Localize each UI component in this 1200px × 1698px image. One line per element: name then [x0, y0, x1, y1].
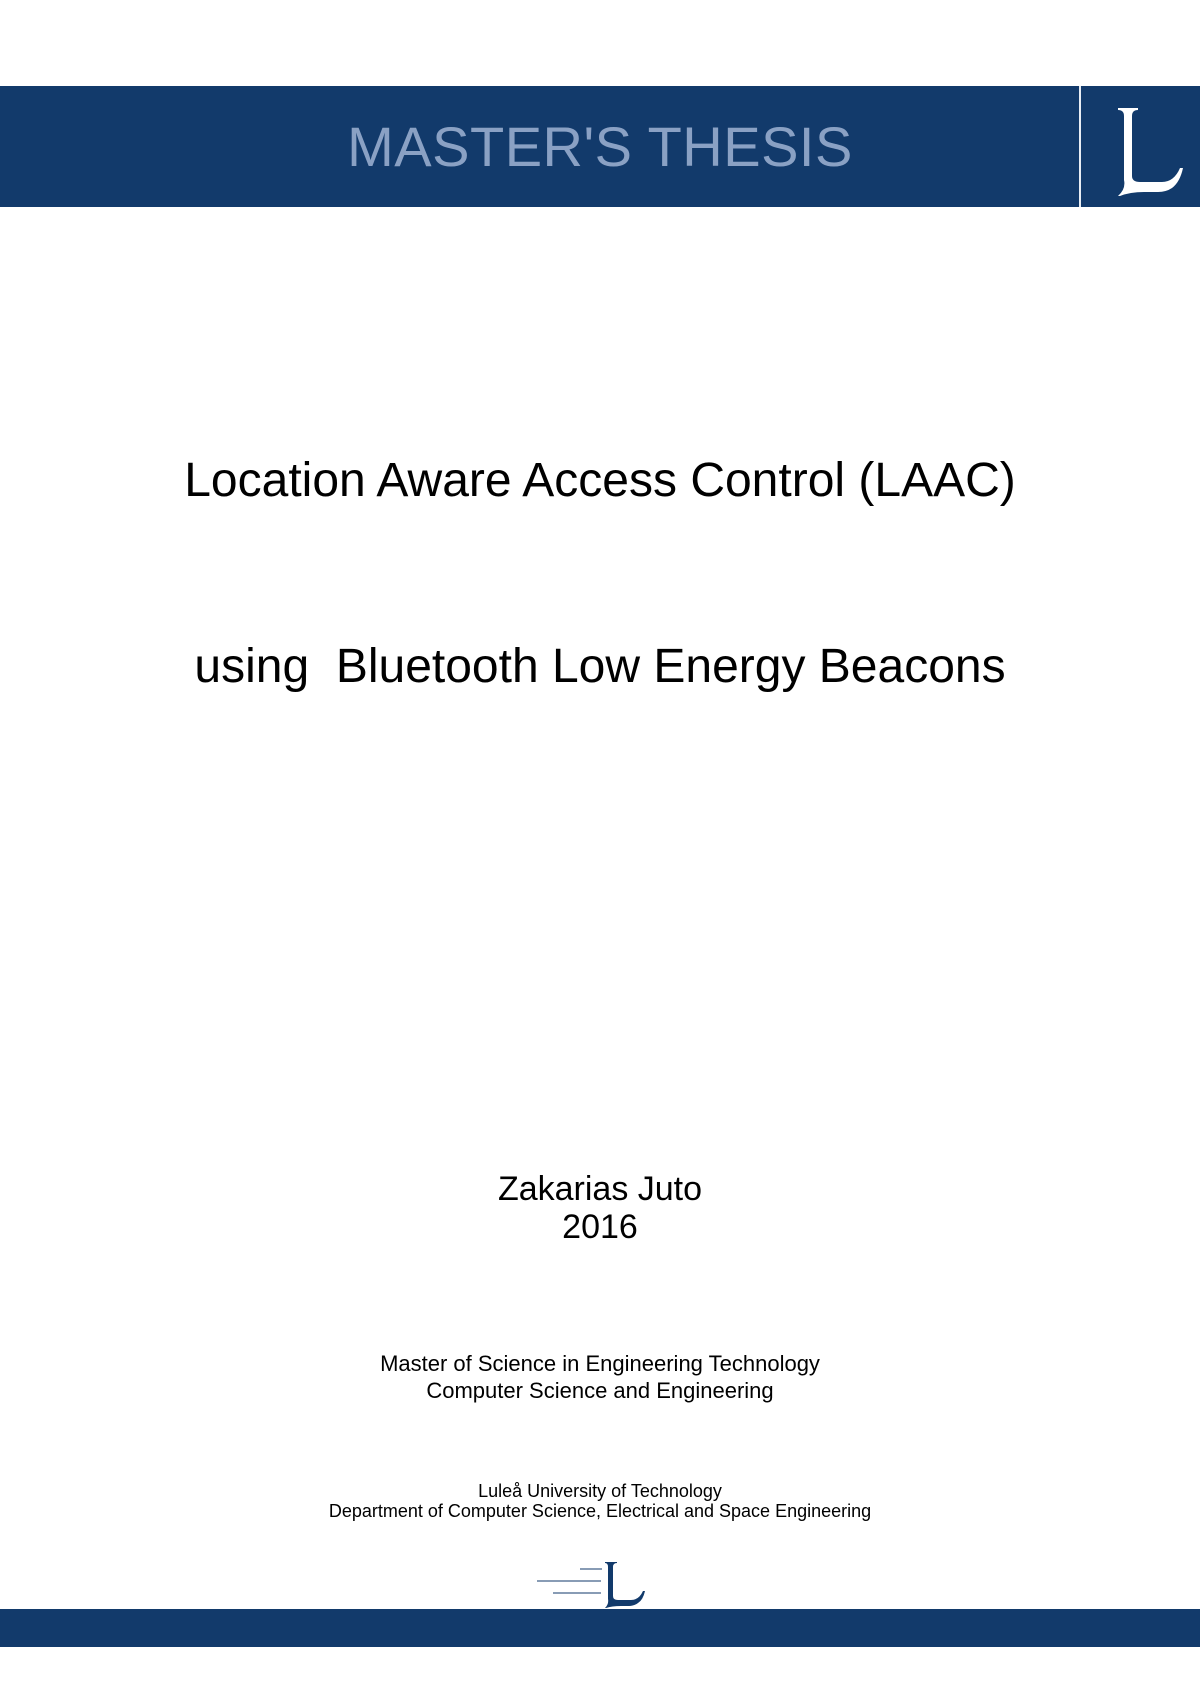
author-block	[0, 1170, 1200, 1246]
document-type-title: MASTER'S THESIS	[347, 115, 853, 178]
degree-subject: Computer Science and Engineering	[426, 1378, 774, 1403]
publication-year: 2016	[562, 1208, 638, 1246]
thesis-title	[0, 326, 1200, 760]
thesis-title-line-2: using Bluetooth Low Energy Beacons	[194, 640, 1006, 693]
header-divider	[1079, 86, 1081, 207]
degree-program: Master of Science in Engineering Technology	[380, 1351, 820, 1376]
author-name: Zakarias Juto	[497, 1170, 703, 1208]
department-name: Department of Computer Science, Electrical and Space Engineering	[328, 1501, 872, 1521]
university-block	[0, 1481, 1200, 1521]
university-logo-icon	[535, 1560, 667, 1608]
thesis-title-line-1: Location Aware Access Control (LAAC)	[184, 454, 1016, 507]
header-band	[0, 86, 1200, 207]
lulea-l-logo-icon	[1100, 96, 1190, 196]
university-name: Luleå University of Technology	[478, 1481, 722, 1501]
degree-block	[0, 1350, 1200, 1404]
footer-band	[0, 1609, 1200, 1647]
